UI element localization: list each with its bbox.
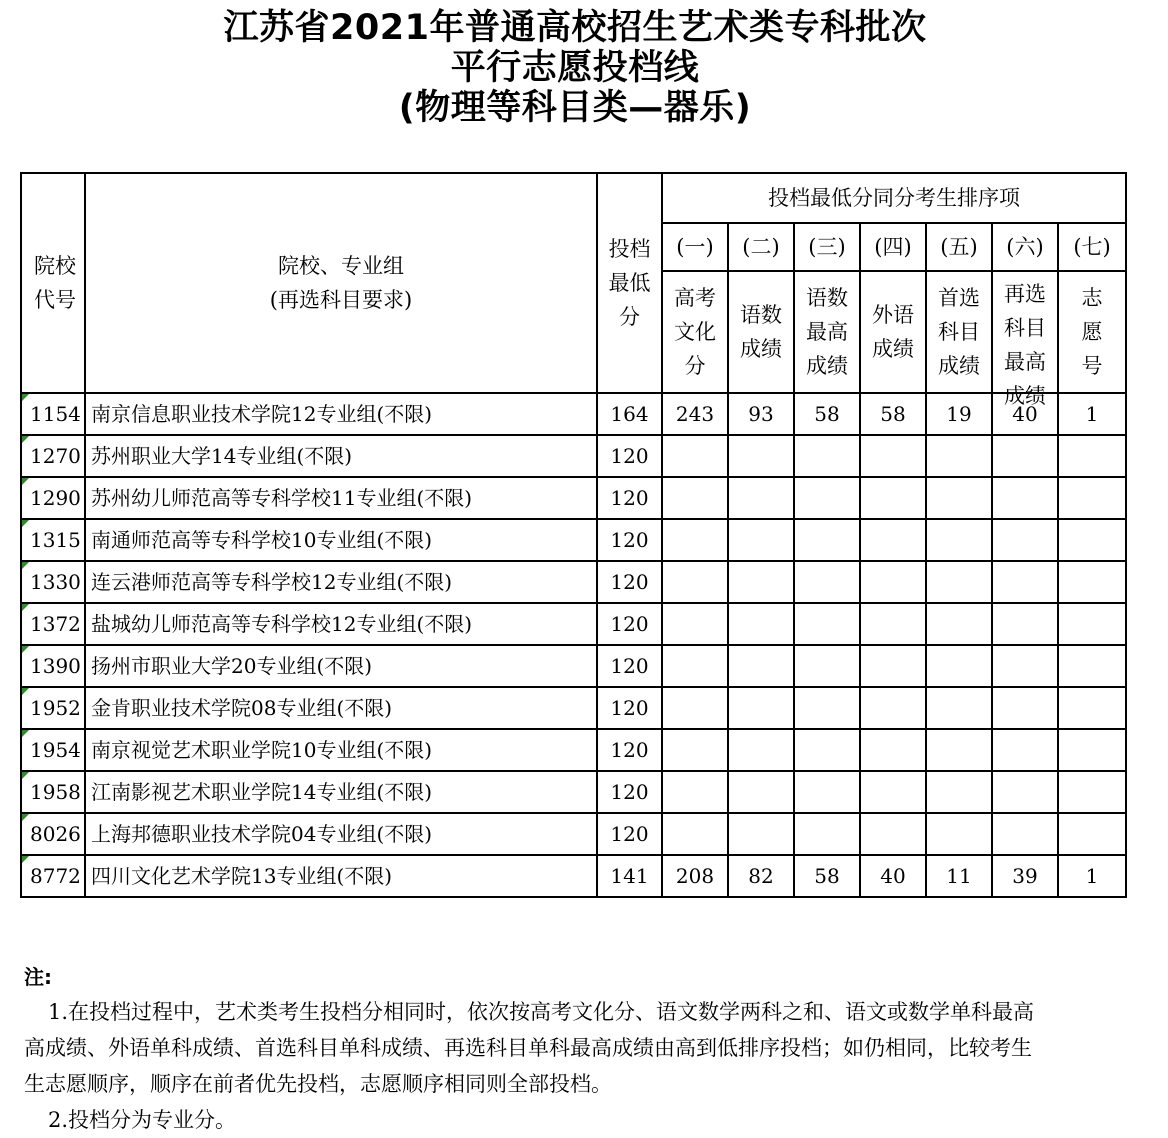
- sort-foreign-language: [860, 435, 926, 477]
- header-sort-title: 投档最低分同分考生排序项: [662, 173, 1126, 223]
- sort-preference-no: [1058, 477, 1126, 519]
- table-row: [21, 855, 1126, 897]
- min-score: 120: [597, 729, 662, 771]
- sort-culture-score: 208: [662, 855, 728, 897]
- sort-foreign-language: [860, 729, 926, 771]
- sort-culture-score: [662, 771, 728, 813]
- header-sort-chinese-math: 语数 成绩: [728, 271, 794, 393]
- school-group-name: 苏州幼儿师范高等专科学校11专业组(不限): [85, 477, 597, 519]
- sort-chinese-math-max: [794, 813, 860, 855]
- school-group-name: 四川文化艺术学院13专业组(不限): [85, 855, 597, 897]
- school-code: 1372: [21, 603, 85, 645]
- school-code: 1270: [21, 435, 85, 477]
- school-code: 1315: [21, 519, 85, 561]
- sort-preference-no: [1058, 435, 1126, 477]
- note-line-2: 高成绩、外语单科成绩、首选科目单科成绩、再选科目单科最高成绩由高到低排序投档；如仍相同，比较考生: [24, 1036, 1032, 1060]
- min-score: 120: [597, 687, 662, 729]
- school-group-name: 金肯职业技术学院08专业组(不限): [85, 687, 597, 729]
- sort-foreign-language: [860, 519, 926, 561]
- note-line-3: 生志愿顺序，顺序在前者优先投档，志愿顺序相同则全部投档。: [24, 1072, 612, 1096]
- sort-culture-score: [662, 687, 728, 729]
- sort-preference-no: [1058, 771, 1126, 813]
- sort-chinese-math: [728, 519, 794, 561]
- sort-chinese-math: [728, 603, 794, 645]
- sort-foreign-language: 58: [860, 393, 926, 435]
- sort-first-subject: [926, 561, 992, 603]
- school-code: 1330: [21, 561, 85, 603]
- header-school-group: 院校、专业组 (再选科目要求): [85, 173, 597, 393]
- school-code: 1954: [21, 729, 85, 771]
- sort-elective-max: [992, 645, 1058, 687]
- school-group-name: 盐城幼儿师范高等专科学校12专业组(不限): [85, 603, 597, 645]
- sort-first-subject: [926, 519, 992, 561]
- min-score: 120: [597, 813, 662, 855]
- sort-elective-max: [992, 729, 1058, 771]
- sort-elective-max: [992, 687, 1058, 729]
- sort-first-subject: 11: [926, 855, 992, 897]
- admission-table: [20, 172, 1127, 898]
- sort-culture-score: [662, 603, 728, 645]
- min-score: 120: [597, 603, 662, 645]
- sort-first-subject: [926, 477, 992, 519]
- sort-culture-score: [662, 477, 728, 519]
- sort-elective-max: [992, 435, 1058, 477]
- table-row: [21, 687, 1126, 729]
- sort-chinese-math-max: [794, 477, 860, 519]
- header-sort-culture-score: 高考 文化 分: [662, 271, 728, 393]
- min-score: 120: [597, 435, 662, 477]
- min-score: 120: [597, 771, 662, 813]
- sort-preference-no: [1058, 645, 1126, 687]
- school-code: 1958: [21, 771, 85, 813]
- school-group-name: 连云港师范高等专科学校12专业组(不限): [85, 561, 597, 603]
- sort-preference-no: 1: [1058, 393, 1126, 435]
- sort-preference-no: [1058, 561, 1126, 603]
- school-group-name: 江南影视艺术职业学院14专业组(不限): [85, 771, 597, 813]
- sort-culture-score: [662, 561, 728, 603]
- header-sort-chinese-math-max: 语数 最高 成绩: [794, 271, 860, 393]
- header-sort-num-4: (四): [860, 223, 926, 271]
- header-sort-num-5: (五): [926, 223, 992, 271]
- sort-first-subject: [926, 771, 992, 813]
- header-sort-num-7: (七): [1058, 223, 1126, 271]
- sort-culture-score: [662, 435, 728, 477]
- school-code: 8772: [21, 855, 85, 897]
- sort-first-subject: [926, 645, 992, 687]
- school-group-name: 上海邦德职业技术学院04专业组(不限): [85, 813, 597, 855]
- sort-chinese-math-max: 58: [794, 393, 860, 435]
- sort-chinese-math: [728, 729, 794, 771]
- page-subtitle-category: (物理等科目类—器乐): [398, 88, 752, 128]
- sort-foreign-language: [860, 561, 926, 603]
- sort-preference-no: [1058, 813, 1126, 855]
- sort-first-subject: [926, 687, 992, 729]
- sort-chinese-math-max: [794, 519, 860, 561]
- sort-culture-score: [662, 813, 728, 855]
- school-code: 1290: [21, 477, 85, 519]
- sort-chinese-math-max: [794, 645, 860, 687]
- sort-elective-max: [992, 813, 1058, 855]
- notes-section: [24, 960, 1124, 1138]
- sort-preference-no: [1058, 603, 1126, 645]
- min-score: 141: [597, 855, 662, 897]
- sort-preference-no: [1058, 687, 1126, 729]
- school-group-name: 南京视觉艺术职业学院10专业组(不限): [85, 729, 597, 771]
- min-score: 120: [597, 519, 662, 561]
- school-code: 8026: [21, 813, 85, 855]
- sort-first-subject: [926, 435, 992, 477]
- sort-foreign-language: [860, 813, 926, 855]
- sort-culture-score: [662, 645, 728, 687]
- sort-chinese-math: 82: [728, 855, 794, 897]
- school-group-name: 苏州职业大学14专业组(不限): [85, 435, 597, 477]
- sort-chinese-math-max: [794, 687, 860, 729]
- note-line-4: 2.投档分为专业分。: [48, 1108, 237, 1132]
- header-sort-elective-max: 再选 科目 最高 成绩: [992, 271, 1058, 393]
- sort-chinese-math: [728, 561, 794, 603]
- sort-chinese-math: [728, 477, 794, 519]
- min-score: 120: [597, 477, 662, 519]
- table-row: [21, 477, 1126, 519]
- sort-preference-no: 1: [1058, 855, 1126, 897]
- table-row: [21, 393, 1126, 435]
- table-row: [21, 729, 1126, 771]
- sort-chinese-math-max: [794, 435, 860, 477]
- sort-culture-score: [662, 729, 728, 771]
- sort-first-subject: 19: [926, 393, 992, 435]
- sort-elective-max: [992, 477, 1058, 519]
- sort-foreign-language: [860, 771, 926, 813]
- sort-preference-no: [1058, 519, 1126, 561]
- sort-chinese-math: [728, 645, 794, 687]
- header-sort-first-subject: 首选 科目 成绩: [926, 271, 992, 393]
- page-subtitle: 平行志愿投档线: [450, 48, 700, 88]
- sort-elective-max: [992, 771, 1058, 813]
- sort-chinese-math: [728, 435, 794, 477]
- sort-elective-max: [992, 603, 1058, 645]
- header-min-score: 投档 最低 分: [597, 173, 662, 393]
- table-row: [21, 561, 1126, 603]
- sort-elective-max: [992, 519, 1058, 561]
- notes-heading: 注:: [24, 965, 52, 989]
- sort-elective-max: 40: [992, 393, 1058, 435]
- table-row: [21, 771, 1126, 813]
- sort-chinese-math: [728, 813, 794, 855]
- sort-foreign-language: 40: [860, 855, 926, 897]
- school-group-name: 南京信息职业技术学院12专业组(不限): [85, 393, 597, 435]
- sort-chinese-math: [728, 687, 794, 729]
- header-sort-num-6: (六): [992, 223, 1058, 271]
- sort-chinese-math-max: [794, 729, 860, 771]
- min-score: 164: [597, 393, 662, 435]
- min-score: 120: [597, 645, 662, 687]
- sort-elective-max: 39: [992, 855, 1058, 897]
- header-sort-num-1: (一): [662, 223, 728, 271]
- sort-foreign-language: [860, 477, 926, 519]
- table-row: [21, 813, 1126, 855]
- header-sort-foreign-language: 外语 成绩: [860, 271, 926, 393]
- sort-elective-max: [992, 561, 1058, 603]
- sort-chinese-math: 93: [728, 393, 794, 435]
- table-row: [21, 519, 1126, 561]
- header-sort-num-3: (三): [794, 223, 860, 271]
- sort-chinese-math-max: [794, 603, 860, 645]
- note-line-1: 1.在投档过程中，艺术类考生投档分相同时，依次按高考文化分、语文数学两科之和、语文或数学单科最高: [48, 1000, 1035, 1024]
- sort-culture-score: [662, 519, 728, 561]
- school-group-name: 扬州市职业大学20专业组(不限): [85, 645, 597, 687]
- sort-first-subject: [926, 813, 992, 855]
- header-sort-preference-no: 志 愿 号: [1058, 271, 1126, 393]
- table-row: [21, 435, 1126, 477]
- page-title: 江苏省2021年普通高校招生艺术类专科批次: [223, 8, 927, 48]
- min-score: 120: [597, 561, 662, 603]
- sort-chinese-math: [728, 771, 794, 813]
- sort-culture-score: 243: [662, 393, 728, 435]
- sort-first-subject: [926, 603, 992, 645]
- sort-foreign-language: [860, 603, 926, 645]
- header-sort-num-2: (二): [728, 223, 794, 271]
- sort-foreign-language: [860, 687, 926, 729]
- header-school-code: 院校 代号: [21, 173, 85, 393]
- sort-first-subject: [926, 729, 992, 771]
- school-code: 1952: [21, 687, 85, 729]
- sort-preference-no: [1058, 729, 1126, 771]
- school-code: 1154: [21, 393, 85, 435]
- school-group-name: 南通师范高等专科学校10专业组(不限): [85, 519, 597, 561]
- school-code: 1390: [21, 645, 85, 687]
- table-row: [21, 603, 1126, 645]
- sort-chinese-math-max: [794, 771, 860, 813]
- sort-chinese-math-max: [794, 561, 860, 603]
- table-row: [21, 645, 1126, 687]
- sort-foreign-language: [860, 645, 926, 687]
- sort-chinese-math-max: 58: [794, 855, 860, 897]
